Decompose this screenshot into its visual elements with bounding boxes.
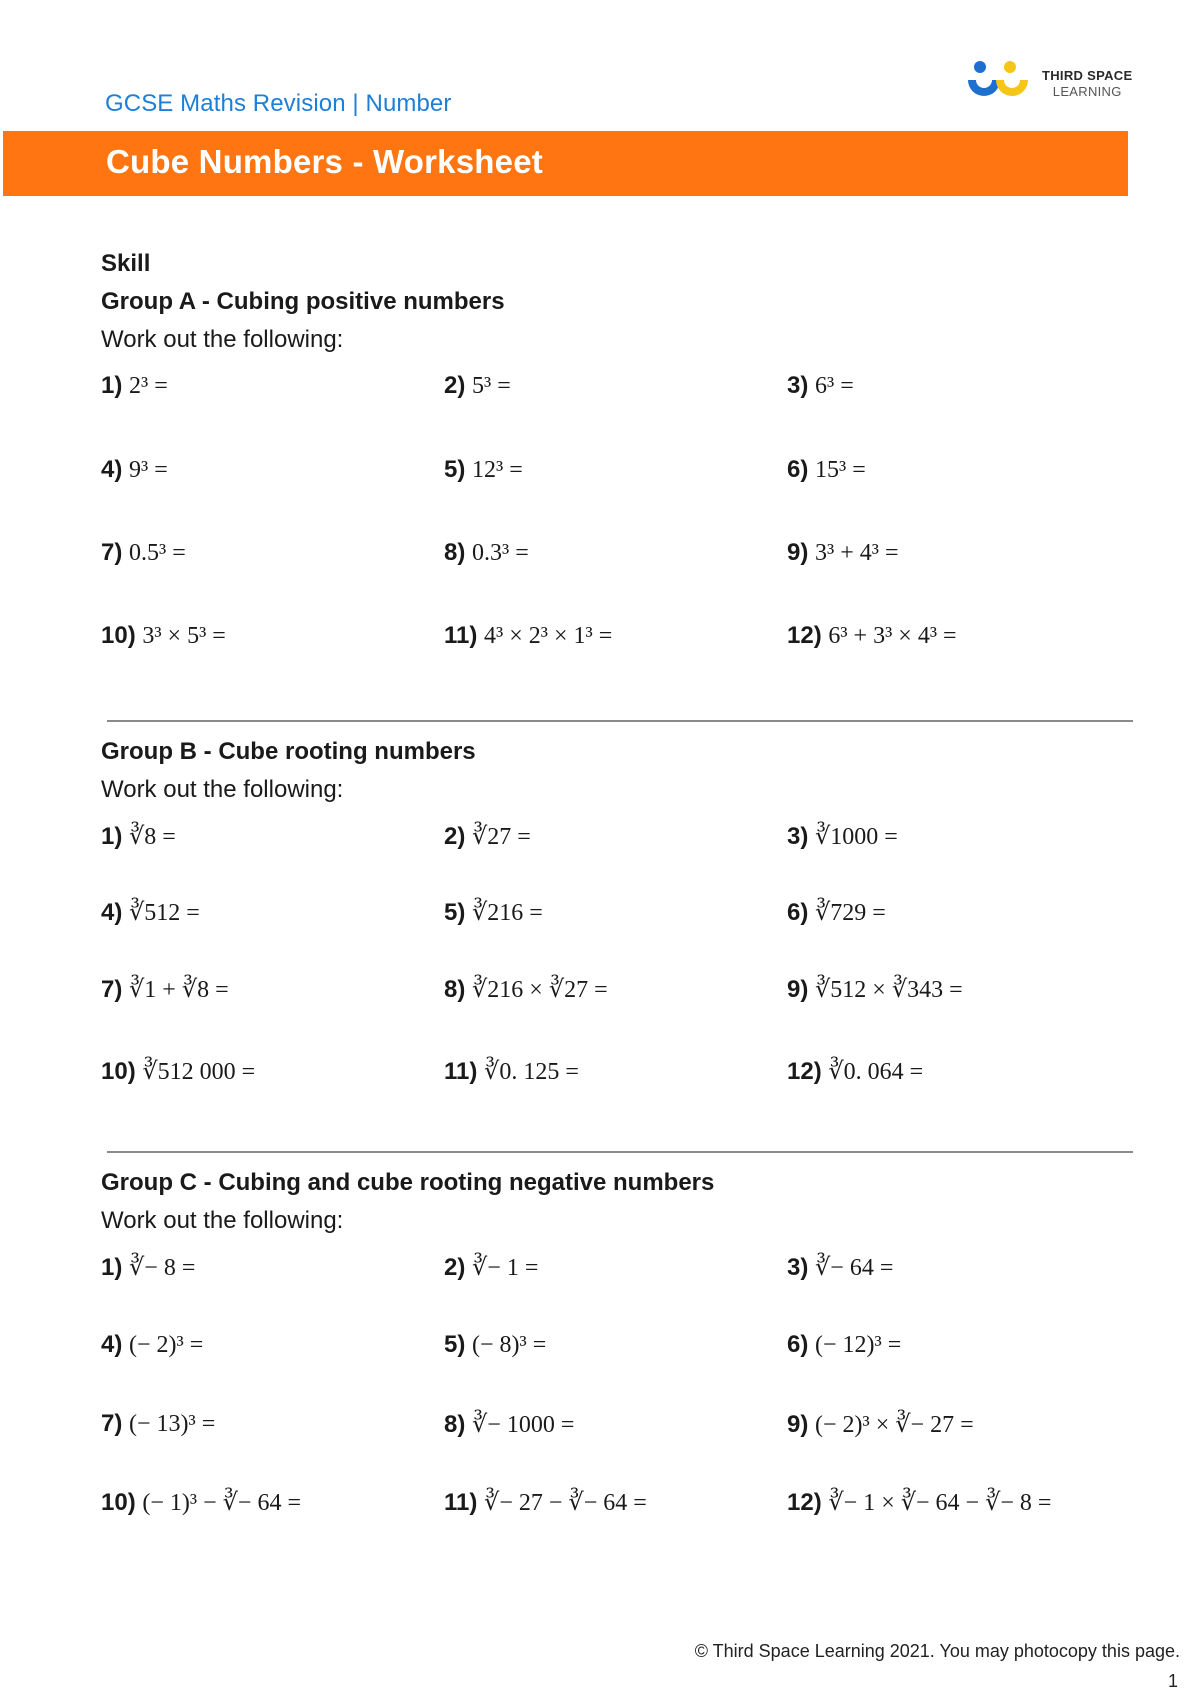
group-title: Group B - Cube rooting numbers xyxy=(101,738,476,765)
question: 10) 3³ × 5³ = xyxy=(101,622,226,649)
page-subtitle: GCSE Maths Revision | Number xyxy=(105,90,452,117)
question: 4) (− 2)³ = xyxy=(101,1331,204,1358)
question: 7) 0.5³ = xyxy=(101,539,186,566)
question: 11) ∛0. 125 = xyxy=(444,1058,579,1085)
question: 5) (− 8)³ = xyxy=(444,1331,547,1358)
question: 9) (− 2)³ × ∛− 27 = xyxy=(787,1411,974,1438)
question: 2) ∛− 1 = xyxy=(444,1254,539,1281)
third-space-learning-logo xyxy=(966,60,1146,108)
page-number: 1 xyxy=(1167,1671,1178,1691)
question: 8) 0.3³ = xyxy=(444,539,529,566)
question: 6) 15³ = xyxy=(787,456,866,483)
question: 7) (− 13)³ = xyxy=(101,1410,216,1437)
group-c xyxy=(101,1169,1131,1516)
question: 11) 4³ × 2³ × 1³ = xyxy=(444,622,613,649)
group-title: Group A - Cubing positive numbers xyxy=(101,288,505,315)
question: 6) (− 12)³ = xyxy=(787,1331,902,1358)
group-b xyxy=(101,738,1131,1085)
question: 1) ∛8 = xyxy=(101,823,176,850)
question: 3) ∛1000 = xyxy=(787,823,898,850)
question: 3) ∛− 64 = xyxy=(787,1254,894,1281)
question: 3) 6³ = xyxy=(787,372,854,399)
question: 1) ∛− 8 = xyxy=(101,1254,196,1281)
copyright-notice: © Third Space Learning 2021. You may photocopy this page. xyxy=(694,1641,1180,1661)
question: 12) ∛− 1 × ∛− 64 − ∛− 8 = xyxy=(787,1489,1052,1516)
section-divider xyxy=(107,1151,1133,1153)
logo-line-2: LEARNING xyxy=(1052,84,1122,99)
question: 10) ∛512 000 = xyxy=(101,1058,256,1085)
logo-icon xyxy=(966,60,1038,108)
question: 8) ∛− 1000 = xyxy=(444,1411,575,1438)
page-title: Cube Numbers - Worksheet xyxy=(106,143,543,180)
logo-line-1: THIRD SPACE xyxy=(1042,68,1133,83)
group-instruction: Work out the following: xyxy=(101,776,344,803)
question: 2) ∛27 = xyxy=(444,823,531,850)
question: 4) 9³ = xyxy=(101,456,168,483)
title-banner xyxy=(3,131,1128,196)
question: 7) ∛1 + ∛8 = xyxy=(101,976,229,1003)
question: 6) ∛729 = xyxy=(787,899,886,926)
question: 10) (− 1)³ − ∛− 64 = xyxy=(101,1489,301,1516)
question: 5) ∛216 = xyxy=(444,899,543,926)
question: 5) 12³ = xyxy=(444,456,523,483)
question: 12) 6³ + 3³ × 4³ = xyxy=(787,622,957,649)
question: 9) ∛512 × ∛343 = xyxy=(787,976,963,1003)
group-instruction: Work out the following: xyxy=(101,1207,344,1234)
skill-label: Skill xyxy=(101,250,151,277)
question: 11) ∛− 27 − ∛− 64 = xyxy=(444,1489,647,1516)
question: 1) 2³ = xyxy=(101,372,168,399)
group-title: Group C - Cubing and cube rooting negative numbers xyxy=(101,1169,715,1196)
section-divider xyxy=(107,720,1133,722)
group-a xyxy=(101,288,1131,649)
question: 8) ∛216 × ∛27 = xyxy=(444,976,608,1003)
group-instruction: Work out the following: xyxy=(101,326,344,353)
question: 12) ∛0. 064 = xyxy=(787,1058,924,1085)
question: 9) 3³ + 4³ = xyxy=(787,539,899,566)
question: 2) 5³ = xyxy=(444,372,511,399)
question: 4) ∛512 = xyxy=(101,899,200,926)
